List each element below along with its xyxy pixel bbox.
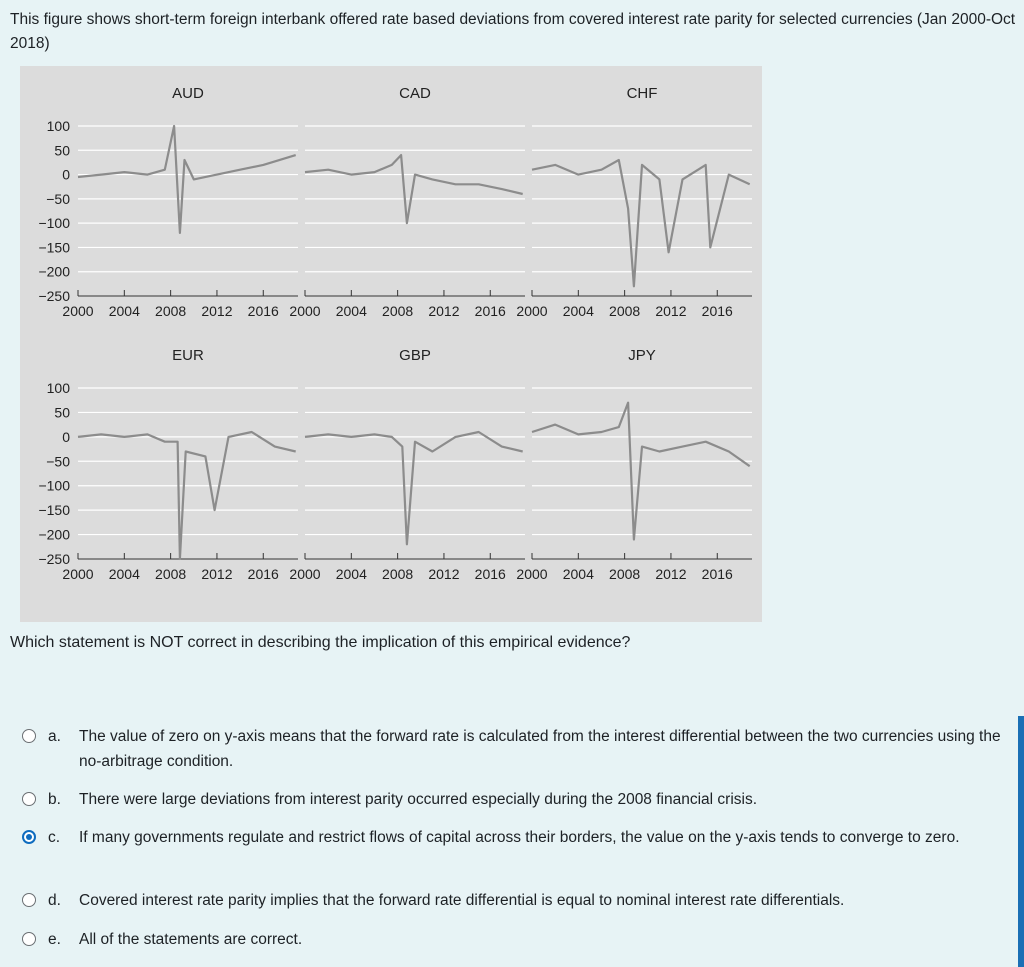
option-c-letter: c. xyxy=(48,829,61,846)
x-tick-label: 2000 xyxy=(62,566,94,582)
x-tick-label: 2012 xyxy=(655,566,687,582)
x-tick-label: 2008 xyxy=(155,303,187,319)
series-line-aud xyxy=(78,126,296,233)
option-e-radio[interactable] xyxy=(22,932,36,946)
cip-deviation-figure xyxy=(20,66,762,622)
series-line-cad xyxy=(305,155,523,223)
x-tick-label: 2012 xyxy=(201,566,233,582)
x-tick-label: 2016 xyxy=(474,566,506,582)
option-b-letter: b. xyxy=(48,791,61,808)
option-a-letter: a. xyxy=(48,728,61,745)
x-tick-label: 2008 xyxy=(382,303,414,319)
panel-title-gbp: GBP xyxy=(399,347,431,364)
x-tick-label: 2000 xyxy=(289,303,321,319)
x-tick-label: 2004 xyxy=(335,566,367,582)
option-d-letter: d. xyxy=(48,892,61,909)
panel-title-cad: CAD xyxy=(399,85,431,102)
x-tick-label: 2004 xyxy=(562,566,594,582)
x-tick-label: 2008 xyxy=(609,303,641,319)
y-tick-label: −100 xyxy=(38,477,70,494)
panel-title-chf: CHF xyxy=(626,85,658,102)
x-tick-label: 2012 xyxy=(428,303,460,319)
scroll-indicator xyxy=(1018,716,1024,967)
y-tick-label: 50 xyxy=(54,404,70,421)
chart-svg xyxy=(20,66,762,622)
option-d-radio[interactable] xyxy=(22,893,36,907)
series-line-jpy xyxy=(532,403,750,540)
y-tick-label: 0 xyxy=(62,166,70,183)
x-tick-label: 2012 xyxy=(428,566,460,582)
y-tick-label: −200 xyxy=(38,526,70,543)
x-tick-label: 2012 xyxy=(655,303,687,319)
y-tick-label: −250 xyxy=(38,288,70,304)
option-e-text: All of the statements are correct. xyxy=(79,931,303,948)
panel-title-aud: AUD xyxy=(172,85,204,102)
y-tick-label: 50 xyxy=(54,142,70,159)
x-tick-label: 2004 xyxy=(335,303,367,319)
x-tick-label: 2016 xyxy=(474,303,506,319)
option-b-radio[interactable] xyxy=(22,792,36,806)
option-a-text: The value of zero on y-axis means that the forward rate is calculated from the interest differential between the two currencies using the no-arbitrage condition. xyxy=(79,728,1001,770)
x-tick-label: 2000 xyxy=(62,303,94,319)
x-tick-label: 2008 xyxy=(155,566,187,582)
x-tick-label: 2004 xyxy=(108,566,140,582)
x-tick-label: 2016 xyxy=(247,303,279,319)
x-tick-label: 2000 xyxy=(516,566,548,582)
series-line-gbp xyxy=(305,432,523,544)
x-tick-label: 2016 xyxy=(701,303,733,319)
y-tick-label: 0 xyxy=(62,428,70,445)
y-tick-label: −200 xyxy=(38,263,70,280)
x-tick-label: 2004 xyxy=(108,303,140,319)
y-tick-label: −150 xyxy=(38,239,70,256)
x-tick-label: 2000 xyxy=(516,303,548,319)
option-a-radio[interactable] xyxy=(22,729,36,743)
y-tick-label: −150 xyxy=(38,502,70,519)
panel-title-eur: EUR xyxy=(172,347,204,364)
option-c-radio[interactable] xyxy=(22,830,36,844)
x-tick-label: 2012 xyxy=(201,303,233,319)
intro-text: This figure shows short-term foreign interbank offered rate based deviations from covered interest rate parity for selected currencies (Jan 2000-Oct 2018) xyxy=(10,11,1016,52)
y-tick-label: −250 xyxy=(38,551,70,567)
series-line-eur xyxy=(78,432,296,559)
y-tick-label: −50 xyxy=(46,453,70,470)
option-d-text: Covered interest rate parity implies that the forward rate differential is equal to nominal interest rate differentials. xyxy=(79,892,845,909)
y-tick-label: −50 xyxy=(46,190,70,207)
question-text: Which statement is NOT correct in describing the implication of this empirical evidence? xyxy=(10,634,631,651)
option-e-letter: e. xyxy=(48,931,61,948)
x-tick-label: 2004 xyxy=(562,303,594,319)
x-tick-label: 2016 xyxy=(247,566,279,582)
y-tick-label: −100 xyxy=(38,215,70,232)
option-c-text: If many governments regulate and restrict flows of capital across their borders, the value on the y-axis tends to converge to zero. xyxy=(79,829,960,846)
x-tick-label: 2000 xyxy=(289,566,321,582)
x-tick-label: 2016 xyxy=(701,566,733,582)
y-tick-label: 100 xyxy=(46,118,70,134)
y-tick-label: 100 xyxy=(46,380,70,396)
panel-title-jpy: JPY xyxy=(628,347,656,364)
x-tick-label: 2008 xyxy=(382,566,414,582)
x-tick-label: 2008 xyxy=(609,566,641,582)
option-b-text: There were large deviations from interest parity occurred especially during the 2008 financial crisis. xyxy=(79,791,758,808)
